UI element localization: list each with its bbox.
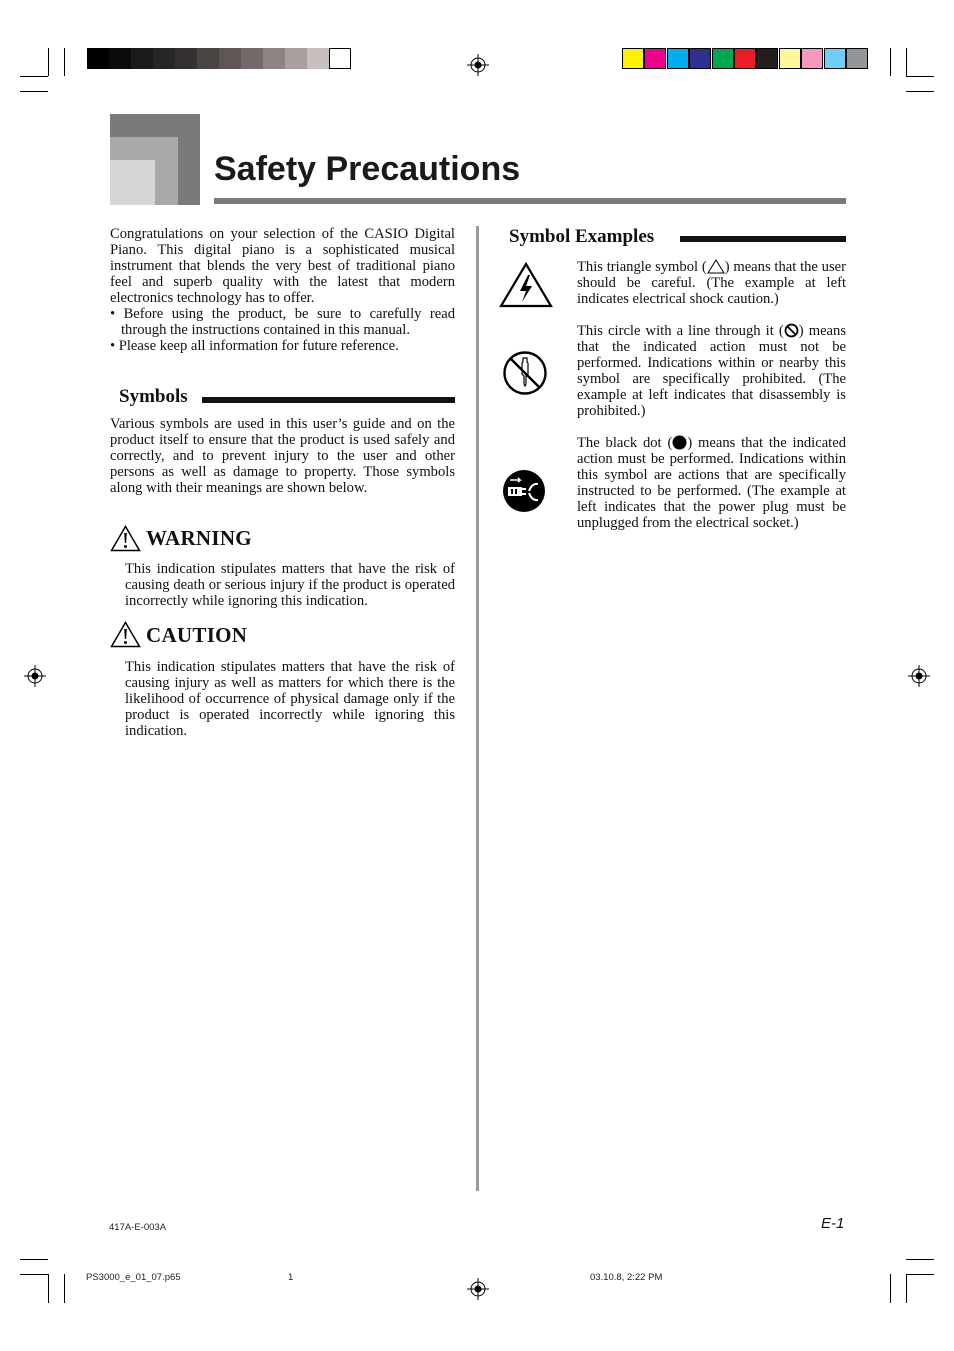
warning-heading: WARNING [146,526,252,550]
symbol-example-text [577,259,846,307]
caution-triangle-inline-icon [707,259,725,274]
gray-swatch [197,48,219,69]
gray-swatch [263,48,285,69]
symbol-example-text-start: This circle with a line through it ( [577,323,784,339]
crop-mark [906,91,934,92]
warning-heading-wrap [146,526,252,551]
intro-bullet-list [110,306,455,354]
gray-swatch [285,48,307,69]
color-swatch [846,48,868,69]
symbol-example-1 [577,259,846,307]
caution-text: This indication stipulates matters that have the risk of causing injury as well as matters for which there is the likelihood of occurrence of physical damage only if the product is operated incorrectly while ignoring this indication. [125,659,455,739]
symbol-examples-heading: Symbol Examples [509,226,655,247]
color-swatch [801,48,823,69]
color-swatch [622,48,644,69]
color-swatch [779,48,801,69]
heading-rule [202,397,455,403]
intro-paragraph: Congratulations on your selection of the CASIO Digital Piano. This digital piano is a sophisticated musical instrument that blends the very best of traditional piano feel and superb quality with the latest that modern electronics technology has to offer. [110,226,455,306]
gray-swatch [307,48,329,69]
print-timestamp: 03.10.8, 2:22 PM [590,1272,663,1283]
crop-mark [906,1274,934,1275]
page-title: Safety Precautions [214,150,521,188]
crop-mark [20,76,48,77]
list-item: • Please keep all information for future reference. [110,338,399,354]
unplug-power-icon [502,469,546,513]
symbols-heading: Symbols [119,386,188,407]
gray-swatch [87,48,109,69]
black-dot-inline-icon [672,435,687,450]
gray-swatch [241,48,263,69]
color-swatch [689,48,711,69]
symbol-example-text [577,323,846,419]
crop-mark [20,91,48,92]
registration-target-icon [908,665,930,687]
registration-target-icon [467,54,489,76]
page-number: E-1 [821,1215,845,1232]
registration-target-icon [24,665,46,687]
crop-mark [906,76,934,77]
left-column [110,226,455,354]
title-underline [214,198,846,204]
file-name: PS3000_e_01_07.p65 [86,1272,181,1283]
symbol-example-text [577,435,846,531]
gray-swatch [175,48,197,69]
gray-swatch [109,48,131,69]
symbol-example-text-start: The black dot ( [577,435,673,451]
electric-shock-triangle-icon [499,262,553,308]
crop-mark [64,1274,65,1303]
disassembly-prohibited-icon [502,350,548,396]
crop-mark [48,48,49,76]
crop-mark [906,1259,934,1260]
symbol-examples-heading-wrap [509,226,654,248]
doc-code: 417A-E-003A [109,1222,167,1233]
crop-mark [64,48,65,76]
warning-section [125,561,455,609]
color-swatch [734,48,756,69]
crop-mark [906,1274,907,1303]
crop-mark [20,1274,48,1275]
gray-swatch [153,48,175,69]
color-swatch [712,48,734,69]
symbols-section [110,416,455,496]
caution-heading: CAUTION [146,623,248,647]
symbol-example-3 [577,435,846,531]
symbols-heading-wrap [119,386,188,408]
symbol-example-text-start: This triangle symbol ( [577,259,707,275]
gray-swatch [329,48,351,69]
color-swatch [667,48,689,69]
sheet-number: 1 [288,1272,294,1283]
gray-swatch [131,48,153,69]
heading-rule [680,236,846,242]
caution-triangle-icon [110,621,141,648]
column-divider [476,226,479,1191]
color-swatch [644,48,666,69]
symbol-example-text-end: ) means that the indicated action must be performed. Indications within this symbol are actions that are specifically instructed to be performed. (The example at left indicates that the power plug must be unplugged from the electrical socket.) [577,435,846,531]
symbol-example-2 [577,323,846,419]
warning-triangle-icon [110,525,141,552]
list-item: • Before using the product, be sure to carefully read through the instructions contained in this manual. [110,306,455,338]
symbols-text: Various symbols are used in this user’s guide and on the product itself to ensure that the product is used safely and correctly, and to prevent injury to the user and other persons as well as damage to property. Those symbols along with their meanings are shown below. [110,416,455,496]
crop-mark [906,48,907,76]
symbol-example-text-end: ) means that the indicated action must not be performed. Indications within or nearby this symbol are specifically prohibited. (The example at left indicates that disassembly is prohibited.) [577,323,846,419]
gray-swatch [219,48,241,69]
prohibited-inline-icon [784,323,799,338]
color-swatch [824,48,846,69]
caution-section [125,659,455,739]
crop-mark [890,48,891,76]
symbol-example-text-end: ) means that the user should be careful. (The example at left indicates electrical shock caution.) [577,259,846,307]
crop-mark [48,1274,49,1303]
color-swatch [756,48,778,69]
registration-target-icon [467,1278,489,1300]
crop-mark [20,1259,48,1260]
crop-mark [890,1274,891,1303]
caution-heading-wrap [146,623,247,648]
warning-text: This indication stipulates matters that have the risk of causing death or serious injury if the product is operated incorrectly while ignoring this indication. [125,561,455,609]
